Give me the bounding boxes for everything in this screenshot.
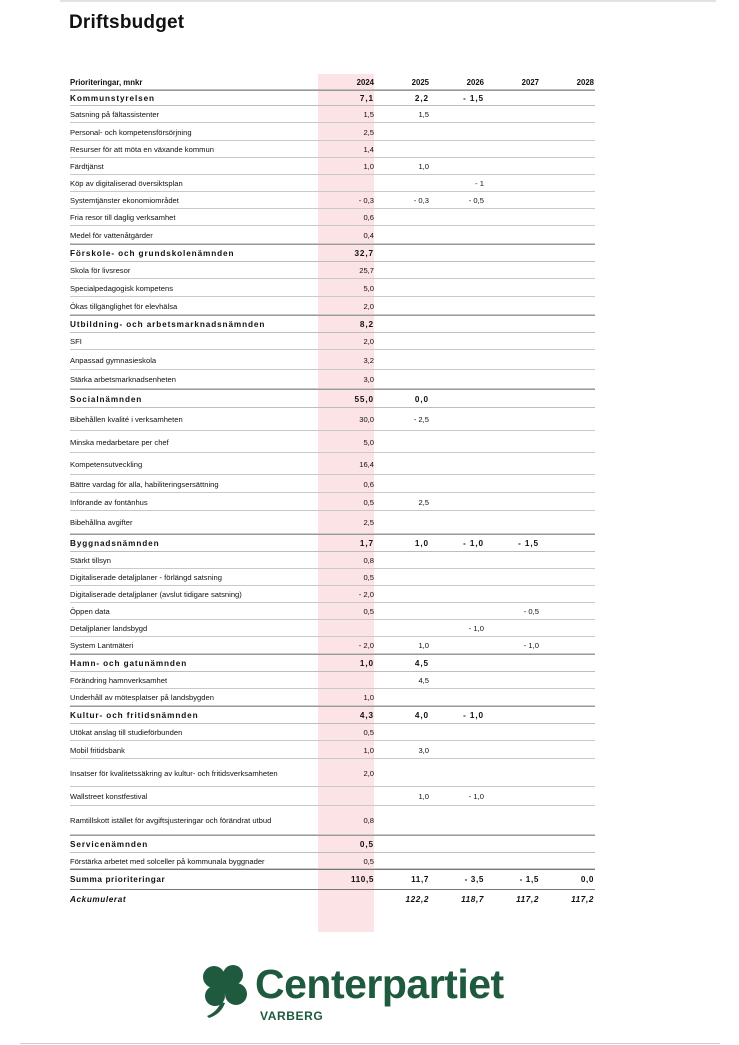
row-label: Systemtjänster ekonomiområdet	[70, 196, 179, 205]
cell-2026: - 0,5	[468, 196, 484, 205]
row-label: Satsning på fältassistenter	[70, 110, 160, 119]
row-label: Digitaliserade detaljplaner (avslut tidigare satsning)	[70, 590, 242, 599]
table-row	[70, 192, 595, 209]
table-row	[70, 689, 595, 706]
row-label: Skola för livsresor	[70, 266, 131, 275]
cell-2024: 0,5	[363, 573, 374, 582]
cell-2024: - 0,3	[358, 196, 374, 205]
cell-2024: 1,4	[363, 145, 374, 154]
table-row	[70, 453, 595, 475]
cell-2024: 32,7	[354, 249, 374, 258]
group-row	[70, 244, 595, 262]
cell-2024: 0,8	[363, 556, 374, 565]
table-row	[70, 370, 595, 389]
cell-2026: - 1,0	[468, 624, 484, 633]
group-row	[70, 315, 595, 333]
cell-2026: - 1	[475, 179, 484, 188]
logo-subtitle: VARBERG	[260, 1009, 324, 1023]
row-label: Förstärka arbetet med solceller på kommunala byggnader	[70, 856, 265, 866]
table-row	[70, 475, 595, 493]
row-label: System Lantmäteri	[70, 641, 134, 650]
cell-2024: - 2,0	[358, 590, 374, 599]
cell-2024: 7,1	[359, 94, 374, 103]
cell-2024: 2,0	[363, 301, 374, 311]
cell-2025: 2,2	[414, 94, 429, 103]
table-row	[70, 279, 595, 297]
cell-2024: 0,5	[363, 607, 374, 616]
row-label: Kompetensutveckling	[70, 459, 143, 469]
row-label: Specialpedagogisk kompetens	[70, 283, 174, 293]
group-row	[70, 389, 595, 408]
row-label: Förändring hamnverksamhet	[70, 676, 168, 685]
table-row	[70, 333, 595, 350]
row-label: Utbildning- och arbetsmarknadsnämnden	[70, 320, 266, 329]
cell-2025: 1,0	[418, 792, 429, 801]
cell-2024: 1,0	[363, 745, 374, 755]
row-label: Anpassad gymnasieskola	[70, 355, 157, 365]
cell-2027: 117,2	[516, 894, 539, 904]
cell-2025: 1,0	[418, 162, 429, 171]
cell-2025: - 0,3	[413, 196, 429, 205]
table-row	[70, 297, 595, 315]
row-label: Stärkt tillsyn	[70, 556, 111, 565]
cell-2024: 3,0	[363, 375, 374, 384]
table-row	[70, 620, 595, 637]
table-row	[70, 431, 595, 453]
header-label: Prioriteringar, mnkr	[70, 77, 143, 87]
logo-wordmark: Centerpartiet	[255, 961, 504, 1007]
row-label: Byggnadsnämnden	[70, 539, 160, 548]
table-row	[70, 106, 595, 123]
row-label: Bättre vardag för alla, habiliteringsersättning	[70, 479, 219, 489]
row-label: Färdtjänst	[70, 162, 104, 171]
row-label: Kommunstyrelsen	[70, 94, 155, 103]
cell-2024: 0,5	[363, 856, 374, 866]
row-label: Summa prioriteringar	[70, 875, 166, 884]
budget-table	[70, 74, 595, 908]
cell-2024: 0,6	[363, 213, 374, 222]
row-label: Mobil fritidsbank	[70, 745, 125, 755]
cell-2024: 2,5	[363, 127, 374, 137]
cell-2024: 0,5	[363, 497, 374, 507]
row-label: Ackumulerat	[70, 894, 127, 904]
table-row	[70, 724, 595, 741]
cell-2024: 1,0	[359, 659, 374, 668]
table-row	[70, 569, 595, 586]
group-row	[70, 534, 595, 552]
table-row	[70, 209, 595, 226]
cell-2025: 1,0	[414, 539, 429, 548]
group-row	[70, 90, 595, 106]
row-label: Ökas tillgänglighet för elevhälsa	[70, 301, 178, 311]
header-year: 2028	[576, 77, 594, 87]
cell-2025: 0,0	[414, 394, 429, 404]
table-header	[70, 74, 595, 90]
cell-2026: - 1,0	[463, 711, 484, 720]
cell-2024: 25,7	[359, 266, 374, 275]
row-label: Ramtillskott istället för avgiftsjusteringar och förändrat utbud	[70, 816, 272, 825]
row-label: Personal- och kompetensförsörjning	[70, 127, 192, 137]
centerpartiet-logo	[195, 958, 535, 1028]
table-row	[70, 853, 595, 869]
row-label: Servicenämnden	[70, 840, 149, 849]
cell-2026: - 1,0	[468, 792, 484, 801]
cell-2024: 0,8	[363, 816, 374, 825]
cell-2026: - 3,5	[464, 875, 484, 884]
cell-2025: 4,0	[414, 711, 429, 720]
cell-2024: 2,0	[363, 337, 374, 346]
row-label: SFI	[70, 337, 82, 346]
cell-2024: 0,5	[359, 840, 374, 849]
group-row	[70, 706, 595, 724]
cell-2024: - 2,0	[358, 641, 374, 650]
cell-2024: 30,0	[359, 415, 374, 424]
header-year: 2025	[411, 77, 429, 87]
table-row	[70, 226, 595, 244]
cell-2024: 1,0	[363, 162, 374, 171]
cell-2024: 55,0	[354, 394, 374, 404]
cell-2025: 1,0	[418, 641, 429, 650]
table-row	[70, 787, 595, 806]
cell-2024: 5,0	[363, 437, 374, 447]
cell-2027: - 1,5	[518, 539, 539, 548]
table-row	[70, 350, 595, 370]
table-row	[70, 637, 595, 654]
row-label: Underhåll av mötesplatser på landsbygden	[70, 693, 214, 702]
row-label: Wallstreet konstfestival	[70, 792, 148, 801]
row-label: Införande av fontänhus	[70, 497, 148, 507]
row-label: Digitaliserade detaljplaner - förlängd satsning	[70, 573, 222, 582]
cell-2026: - 1,0	[463, 539, 484, 548]
row-label: Hamn- och gatunämnden	[70, 659, 188, 668]
cell-2025: 1,5	[418, 110, 429, 119]
row-label: Öppen data	[70, 607, 110, 616]
row-label: Resurser för att möta en växande kommun	[70, 145, 214, 154]
cell-2024: 1,0	[363, 693, 374, 702]
table-row	[70, 158, 595, 175]
table-row	[70, 262, 595, 279]
table-row	[70, 552, 595, 569]
cell-2025: 11,7	[411, 875, 429, 884]
cell-2024: 1,5	[363, 110, 374, 119]
accumulated-row	[70, 890, 595, 908]
table-row	[70, 672, 595, 689]
cell-2024: 0,5	[363, 728, 374, 737]
header-year: 2027	[521, 77, 539, 87]
table-row	[70, 759, 595, 787]
header-year: 2026	[466, 77, 484, 87]
cell-2025: 4,5	[418, 676, 429, 685]
cell-2024: 1,7	[359, 539, 374, 548]
table-row	[70, 493, 595, 511]
row-label: Kultur- och fritidsnämnden	[70, 711, 199, 720]
clover-icon	[195, 960, 253, 1018]
header-year: 2024	[356, 77, 374, 87]
row-label: Minska medarbetare per chef	[70, 437, 169, 447]
group-row	[70, 654, 595, 672]
cell-2025: 3,0	[418, 745, 429, 755]
table-row	[70, 806, 595, 835]
table-row	[70, 603, 595, 620]
top-divider	[60, 0, 716, 2]
row-label: Bibehållna avgifter	[70, 518, 133, 527]
cell-2024: 0,6	[363, 479, 374, 489]
cell-2025: 2,5	[418, 497, 429, 507]
table-row	[70, 175, 595, 192]
cell-2028: 117,2	[571, 894, 594, 904]
row-label: Bibehållen kvalité i verksamheten	[70, 415, 183, 424]
row-label: Utökat anslag till studieförbunden	[70, 728, 183, 737]
cell-2027: - 1,0	[523, 641, 539, 650]
cell-2025: 4,5	[414, 659, 429, 668]
cell-2024: 4,3	[359, 711, 374, 720]
cell-2026: 118,7	[461, 894, 484, 904]
cell-2024: 0,4	[363, 230, 374, 240]
cell-2024: 2,5	[363, 518, 374, 527]
row-label: Medel för vattenåtgärder	[70, 230, 153, 240]
bottom-divider	[20, 1043, 720, 1044]
group-row	[70, 835, 595, 853]
row-label: Fria resor till daglig verksamhet	[70, 213, 176, 222]
table-row	[70, 511, 595, 534]
cell-2028: 0,0	[580, 875, 594, 884]
cell-2024: 2,0	[363, 768, 374, 778]
row-label: Stärka arbetsmarknadsenheten	[70, 375, 176, 384]
cell-2027: - 0,5	[523, 607, 539, 616]
cell-2024: 5,0	[363, 283, 374, 293]
cell-2027: - 1,5	[519, 875, 539, 884]
table-row	[70, 741, 595, 759]
table-row	[70, 408, 595, 431]
cell-2025: 122,2	[405, 894, 429, 904]
cell-2024: 3,2	[363, 355, 374, 365]
row-label: Förskole- och grundskolenämnden	[70, 249, 235, 258]
cell-2025: - 2,5	[413, 415, 429, 424]
row-label: Insatser för kvalitetssäkring av kultur- och fritidsverksamheten	[70, 768, 278, 778]
table-row	[70, 123, 595, 141]
table-row	[70, 141, 595, 158]
sum-row	[70, 869, 595, 890]
row-label: Detaljplaner landsbygd	[70, 624, 148, 633]
cell-2026: - 1,5	[463, 94, 484, 103]
row-label: Socialnämnden	[70, 394, 143, 404]
table-row	[70, 586, 595, 603]
page-title: Driftsbudget	[69, 12, 185, 33]
cell-2024: 8,2	[359, 320, 374, 329]
row-label: Köp av digitaliserad översiktsplan	[70, 179, 183, 188]
cell-2024: 16,4	[359, 459, 374, 469]
cell-2024: 110,5	[350, 875, 374, 884]
